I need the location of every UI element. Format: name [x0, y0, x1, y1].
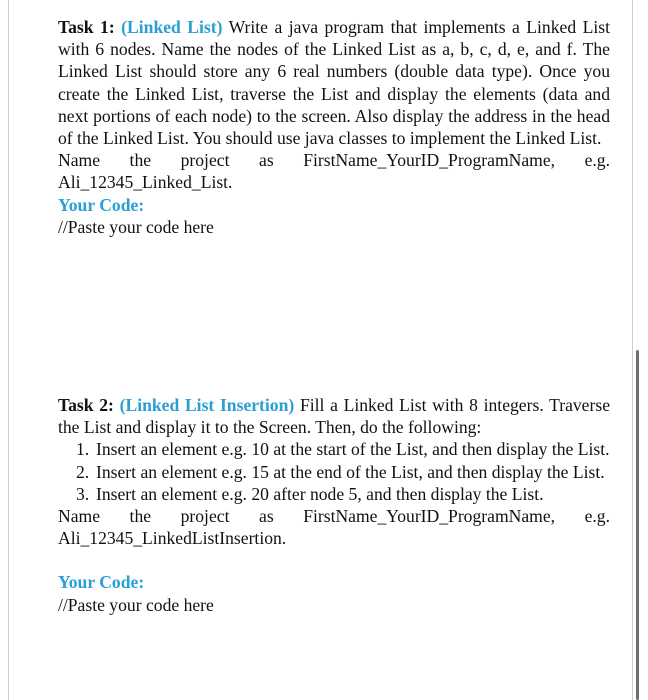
task-2-section: [58, 394, 610, 616]
task-2-description-paragraph: [58, 394, 610, 438]
list-item-number: 3.: [76, 483, 90, 504]
task-2-naming-example: Ali_12345_LinkedListInsertion.: [58, 528, 287, 549]
task-1-description: Write a java program that implements a Linked List with 6 nodes. Name the nodes of the Linked List as a, b, c, d, e, and f. The Linked List should store any 6 real numbers (double data type). Once you create the Linked List, traverse the List and display the elements (data and next portions of each node) to the screen. Also display the address in the head of the Linked List. You should use java classes to implement the Linked List.: [58, 17, 610, 149]
task-2-steps-list: [58, 438, 610, 505]
task-1-section: [58, 16, 610, 238]
task-1-naming-example: Ali_12345_Linked_List.: [58, 172, 233, 193]
list-item-text: Insert an element e.g. 20 after node 5, and then display the List.: [96, 483, 544, 504]
task-2-code-label: Your Code:: [58, 572, 145, 593]
list-item: [76, 438, 610, 460]
task-2-description: Fill a Linked List with 8 integers. Traverse the List and display it to the Screen. Then, do the following:: [58, 395, 611, 438]
spacer: [58, 549, 610, 571]
task-2-naming-line: Name the project as FirstName_YourID_ProgramName, e.g.: [58, 506, 610, 527]
list-item-text: Insert an element e.g. 10 at the start of the List, and then display the List.: [96, 439, 610, 460]
vertical-scrollbar[interactable]: [636, 350, 639, 700]
task-1-code-placeholder[interactable]: //Paste your code here: [58, 216, 214, 237]
list-item: [76, 461, 610, 483]
list-item-text: Insert an element e.g. 15 at the end of the List, and then display the List.: [96, 461, 605, 482]
task-1-naming-line: Name the project as FirstName_YourID_ProgramName, e.g.: [58, 150, 610, 171]
list-item-number: 2.: [76, 461, 90, 482]
task-2-code-placeholder[interactable]: //Paste your code here: [58, 594, 214, 615]
task-1-code-label: Your Code:: [58, 194, 145, 215]
task-2-heading: Task 2:: [58, 395, 114, 415]
list-item-number: 1.: [76, 439, 90, 460]
list-item: [76, 483, 610, 505]
task-1-heading: Task 1:: [58, 17, 115, 37]
task-2-title: (Linked List Insertion): [119, 395, 295, 415]
task-1-title: (Linked List): [121, 17, 223, 37]
task-1-description-paragraph: [58, 16, 610, 149]
